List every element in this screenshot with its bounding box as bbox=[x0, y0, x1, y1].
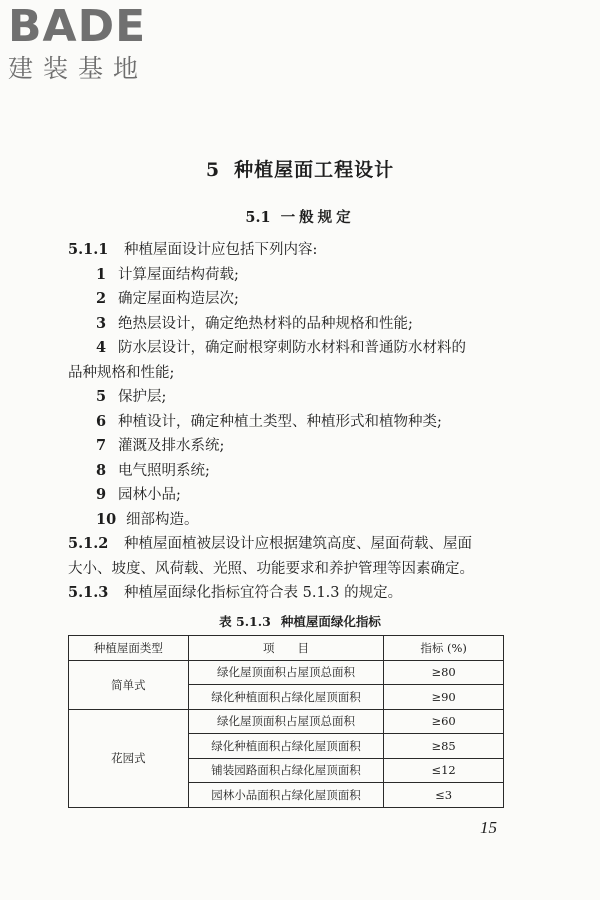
value-cell: ≤3 bbox=[384, 783, 504, 808]
clause-text: 种植屋面绿化指标宜符合表 5.1.3 的规定。 bbox=[124, 585, 403, 601]
item-text: 绝热层设计，确定绝热材料的品种规格和性能; bbox=[118, 315, 413, 332]
item-number: 10 bbox=[96, 510, 117, 528]
item-text: 计算屋面结构荷载; bbox=[118, 266, 239, 283]
list-item bbox=[68, 508, 508, 533]
list-item bbox=[68, 434, 508, 459]
item-cell: 绿化屋顶面积占屋顶总面积 bbox=[188, 709, 384, 734]
item-text: 园林小品; bbox=[118, 487, 181, 503]
clause-text: 种植屋面设计应包括下列内容: bbox=[124, 242, 318, 258]
value-cell: ≥80 bbox=[384, 660, 504, 685]
item-cell: 绿化种植面积占绿化屋顶面积 bbox=[188, 685, 384, 710]
clause-number: 5.1.2 bbox=[68, 535, 109, 552]
item-cell: 园林小品面积占绿化屋顶面积 bbox=[188, 783, 384, 808]
item-number: 6 bbox=[96, 412, 107, 430]
item-number: 3 bbox=[96, 314, 107, 332]
clause-5-1-3 bbox=[68, 581, 508, 606]
item-number: 7 bbox=[96, 437, 107, 454]
clause-5-1-1 bbox=[68, 238, 508, 263]
item-number: 5 bbox=[96, 388, 107, 405]
clause-number: 5.1.3 bbox=[68, 584, 109, 601]
list-item bbox=[68, 287, 508, 312]
item-text: 防水层设计，确定耐根穿刺防水材料和普通防水材料的 bbox=[118, 340, 466, 356]
list-item bbox=[68, 385, 508, 410]
list-item bbox=[68, 410, 508, 435]
table-header-cell: 项 目 bbox=[188, 636, 384, 661]
logo-subtitle: 建装基地 bbox=[8, 54, 149, 83]
clause-number: 5.1.1 bbox=[68, 241, 109, 258]
table-header-row bbox=[69, 636, 504, 661]
value-cell: ≥85 bbox=[384, 734, 504, 759]
item-cell: 绿化种植面积占绿化屋顶面积 bbox=[188, 734, 384, 759]
item-number: 8 bbox=[96, 461, 107, 479]
value-cell: ≤12 bbox=[384, 758, 504, 783]
logo-wordmark: BADE bbox=[8, 1, 147, 52]
table-header-cell: 种植屋面类型 bbox=[69, 636, 189, 661]
list-item bbox=[68, 336, 508, 361]
brand-logo bbox=[8, 1, 178, 84]
section-title-text: 一般规定 bbox=[280, 209, 355, 226]
item-number: 9 bbox=[96, 486, 107, 503]
chapter-title-text: 种植屋面工程设计 bbox=[234, 159, 395, 181]
page-number: 15 bbox=[480, 818, 497, 837]
list-item bbox=[68, 459, 508, 484]
item-text: 电气照明系统; bbox=[118, 462, 210, 479]
chapter-number: 5 bbox=[205, 159, 221, 181]
list-item-continuation: 品种规格和性能; bbox=[68, 364, 175, 381]
list-item bbox=[68, 483, 508, 508]
list-item bbox=[68, 263, 508, 288]
table-row bbox=[69, 660, 504, 685]
greening-index-table bbox=[68, 635, 504, 808]
item-number: 4 bbox=[96, 339, 107, 356]
item-text: 细部构造。 bbox=[126, 511, 199, 528]
clause-5-1-2 bbox=[68, 532, 508, 557]
value-cell: ≥60 bbox=[384, 709, 504, 734]
item-text: 种植设计，确定种植土类型、种植形式和植物种类; bbox=[118, 413, 442, 430]
item-number: 1 bbox=[96, 265, 107, 283]
item-cell: 绿化屋顶面积占屋顶总面积 bbox=[188, 660, 384, 685]
roof-type-cell: 花园式 bbox=[69, 709, 189, 807]
table-caption bbox=[0, 612, 600, 630]
value-cell: ≥90 bbox=[384, 685, 504, 710]
table-header-cell: 指标 (%) bbox=[384, 636, 504, 661]
chapter-title bbox=[0, 155, 600, 182]
section-number: 5.1 bbox=[245, 209, 271, 226]
table-caption-number: 表 5.1.3 bbox=[219, 614, 271, 629]
item-text: 确定屋面构造层次; bbox=[118, 291, 239, 307]
item-text: 灌溉及排水系统; bbox=[118, 438, 225, 454]
table-row bbox=[69, 709, 504, 734]
section-title bbox=[0, 206, 600, 227]
roof-type-cell: 简单式 bbox=[69, 660, 189, 709]
list-item bbox=[68, 312, 508, 337]
item-text: 保护层; bbox=[118, 389, 167, 405]
document-body bbox=[68, 238, 508, 606]
table-caption-title: 种植屋面绿化指标 bbox=[280, 614, 381, 629]
clause-continuation: 大小、坡度、风荷载、光照、功能要求和养护管理等因素确定。 bbox=[68, 560, 474, 577]
item-cell: 铺装园路面积占绿化屋顶面积 bbox=[188, 758, 384, 783]
item-number: 2 bbox=[96, 290, 107, 307]
clause-text: 种植屋面植被层设计应根据建筑高度、屋面荷载、屋面 bbox=[124, 536, 472, 552]
